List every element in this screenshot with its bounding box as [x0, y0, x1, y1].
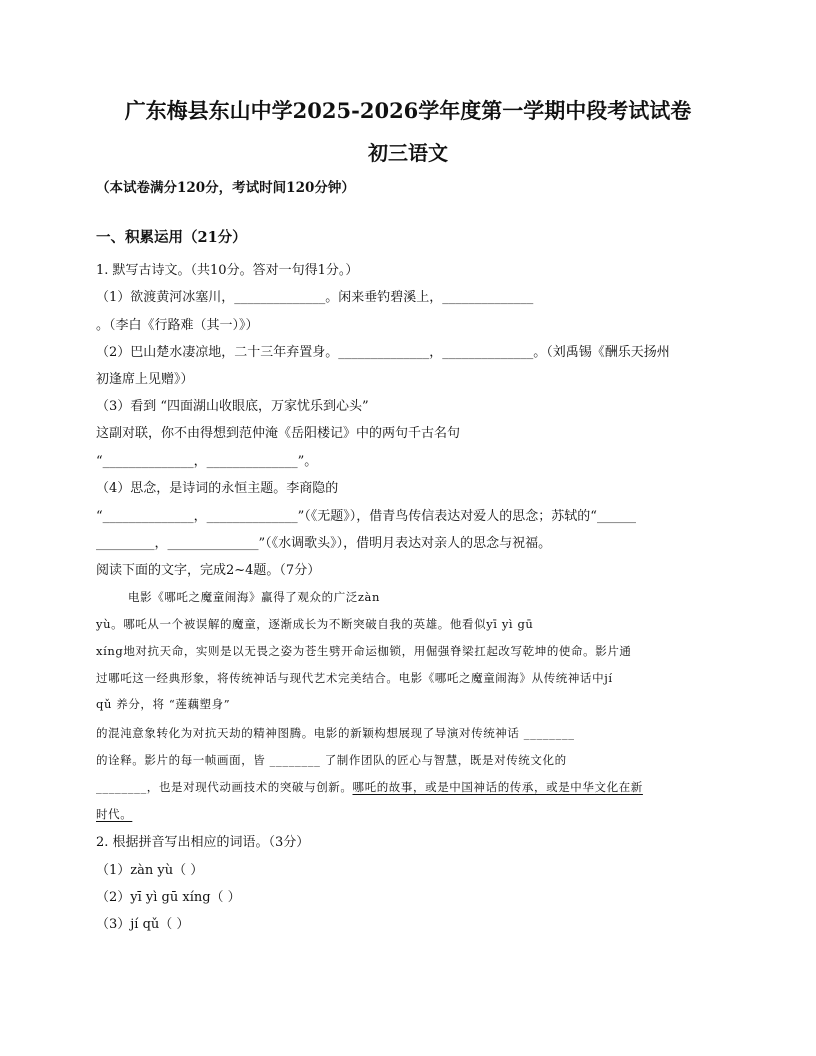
passage-line: yù。哪吒从一个被误解的魔童，逐渐成长为不断突破自我的英雄。他看似yī yì gū: [96, 617, 534, 631]
passage-line: 过哪吒这一经典形象，将传统神话与现代艺术完美结合。电影《哪吒之魔童闹海》从传统神话中jí: [96, 671, 613, 685]
question-1-line: 。（李白《行路难（其一）》）: [96, 318, 259, 333]
question-1-line: _________，______________”（《水调歌头》），借明月表达对亲人的思念与祝福。: [96, 536, 552, 551]
question-1-line: （4）思念，是诗词的永恒主题。李商隐的: [96, 481, 339, 496]
exam-title: 广东梅县东山中学2025-2026学年度第一学期中段考试试卷: [124, 98, 692, 123]
question-1-line: 初逢席上见赠》）: [96, 372, 194, 387]
exam-subject: 初三语文: [368, 141, 448, 165]
question-1-line: （2）巴山楚水凄凉地，二十三年弃置身。______________，______________。（刘禹锡《酬乐天扬州: [96, 345, 670, 360]
passage-line: 电影《哪吒之魔童闹海》赢得了观众的广泛zàn: [128, 590, 381, 604]
question-2-item: （2）yī yì gū xíng（ ）: [96, 890, 241, 905]
reading-intro: 阅读下面的文字，完成2~4题。（7分）: [96, 563, 321, 578]
question-1-line: （1）欲渡黄河冰塞川，______________。闲来垂钓碧溪上，______________: [96, 290, 534, 305]
underlined-sentence: 哪吒的故事，或是中国神话的传承，或是中华文化在新: [352, 780, 643, 794]
passage-line: xíng地对抗天命，实则是以无畏之姿为苍生劈开命运枷锁，用倔强脊梁扛起改写乾坤的使命。影片通: [96, 644, 632, 658]
passage-text: ________，也是对现代动画技术的突破与创新。: [96, 780, 353, 794]
passage-line: qǔ 养分，将 “莲藕塑身”: [96, 697, 231, 711]
question-1-line: 这副对联，你不由得想到范仲淹《岳阳楼记》中的两句千古名句: [96, 426, 461, 441]
question-2-intro: 2. 根据拼音写出相应的词语。（3分）: [96, 835, 310, 850]
passage-line: [96, 782, 643, 794]
passage-line: 的混沌意象转化为对抗天劫的精神图腾。电影的新颖构想展现了导演对传统神话 ________: [96, 726, 575, 740]
passage-line: 的诠释。影片的每一帧画面，皆 ________ 了制作团队的匠心与智慧，既是对传统文化的: [96, 753, 567, 767]
exam-note: （本试卷满分120分，考试时间120分钟）: [96, 180, 355, 196]
question-2-item: （1）zàn yù（ ）: [96, 863, 204, 878]
question-1-line: “______________，______________”。: [96, 454, 318, 469]
question-2-item: （3）jí qǔ（ ）: [96, 917, 190, 932]
question-1-line: （3）看到 “四面湖山收眼底，万家忧乐到心头”: [96, 399, 369, 414]
question-1-line: “______________，______________”（《无题》），借青鸟传信表达对爱人的思念；苏轼的“______: [96, 509, 636, 524]
underlined-sentence: 时代。: [96, 807, 133, 821]
section-heading: 一、积累运用（21分）: [96, 229, 247, 246]
question-1-intro: 1. 默写古诗文。（共10分。答对一句得1分。）: [96, 263, 359, 278]
